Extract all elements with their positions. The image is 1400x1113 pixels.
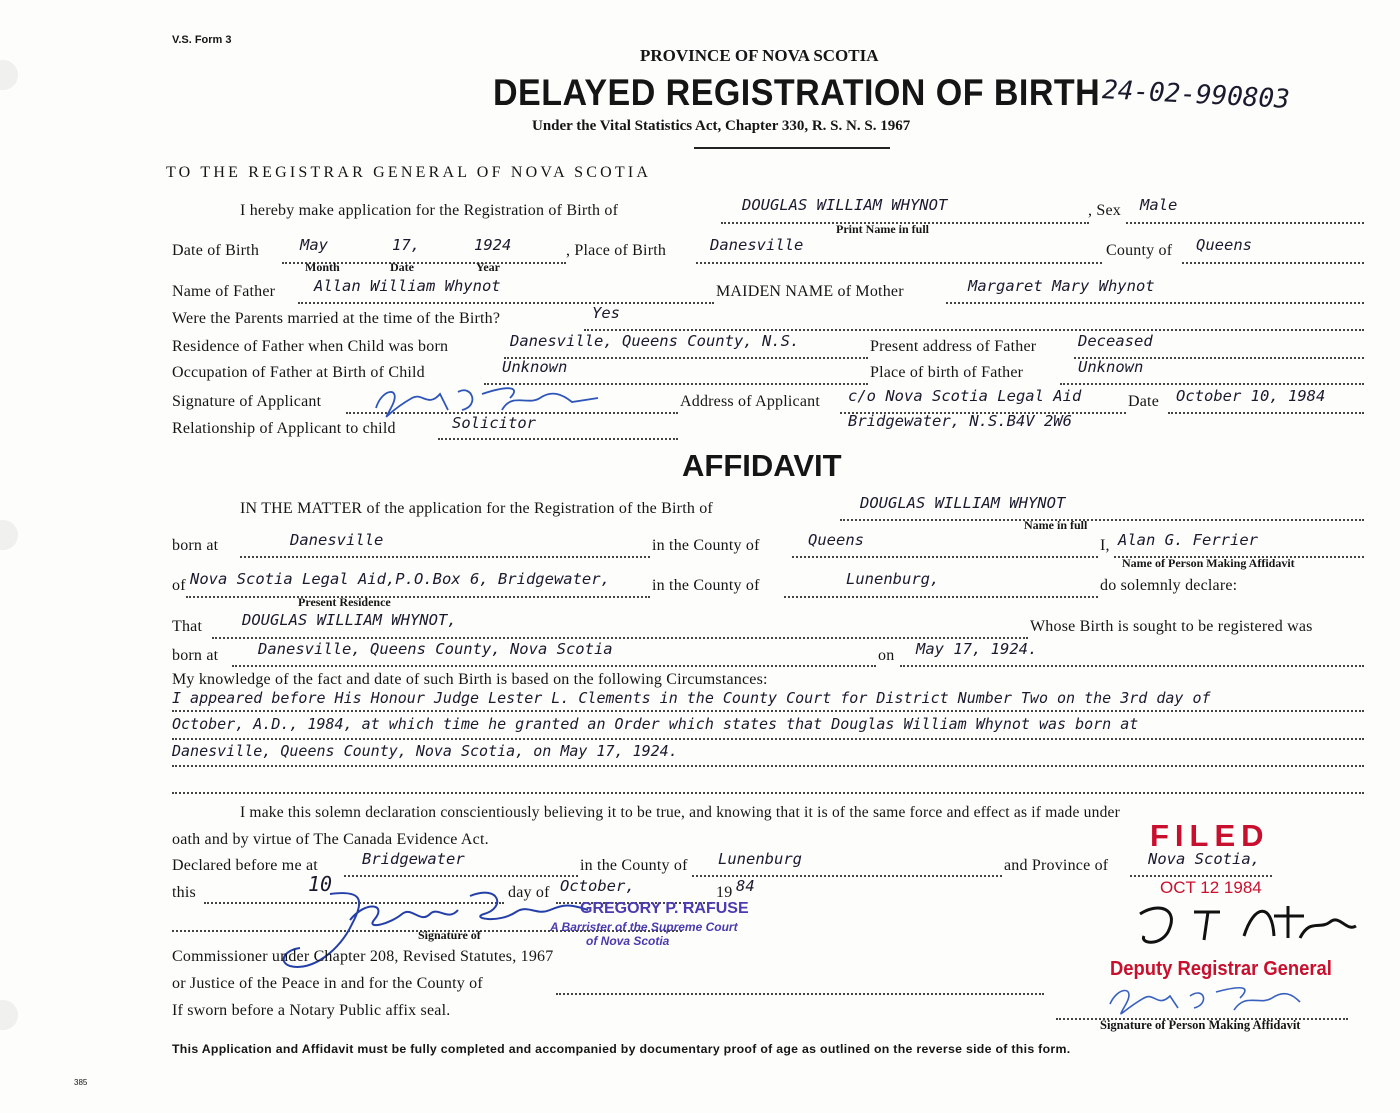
application-date: October 10, 1984 [1176, 387, 1326, 405]
mother-label: MAIDEN NAME of Mother [716, 283, 904, 300]
present-addr-value: Deceased [1078, 332, 1153, 350]
i-label: I, [1100, 537, 1110, 554]
deputy-registrar-stamp: Deputy Registrar General [1110, 958, 1332, 980]
circumstance-line [172, 710, 1364, 712]
born-at-line [240, 556, 650, 558]
punch-hole [0, 520, 18, 550]
county-line [1182, 262, 1364, 264]
in-county-line [792, 556, 1098, 558]
declared-province: Nova Scotia, [1148, 850, 1260, 868]
commissioner-line: Commissioner under Chapter 208, Revised Statutes, 1967 [172, 948, 554, 965]
circumstance-line [172, 765, 1364, 767]
knowledge-label: My knowledge of the fact and date of such Birth is based on the following Circumstances: [172, 671, 768, 688]
registration-number: 24-02-990803 [1101, 75, 1291, 115]
notary-line: If sworn before a Notary Public affix seal. [172, 1002, 451, 1019]
birth-place-line [232, 665, 876, 667]
day-of-label: day of [508, 884, 550, 901]
matter-line [840, 519, 1364, 521]
declared-province-line [1130, 875, 1272, 877]
relationship-label: Relationship of Applicant to child [172, 420, 396, 437]
punch-hole [0, 1000, 18, 1030]
residence-caption: Present Residence [298, 595, 391, 609]
application-intro: I hereby make application for the Registration of Birth of [240, 202, 619, 219]
pob-father-line [1060, 383, 1364, 385]
sex-value: Male [1140, 196, 1178, 214]
sex-line [1126, 222, 1364, 224]
year-caption: Year [476, 260, 500, 274]
declared-place-line [344, 875, 578, 877]
circumstance-line [172, 792, 1364, 794]
applicant-addr-label: Address of Applicant [680, 393, 820, 410]
filed-date-stamp: OCT 12 1984 [1160, 878, 1262, 897]
dob-day: 17, [392, 236, 420, 254]
footer-note: This Application and Affidavit must be fully completed and accompanied by documentary proof of age as outlined on the reverse side of this form. [172, 1042, 1071, 1056]
sex-label: , Sex [1088, 202, 1121, 219]
declared-county: Lunenburg [718, 850, 802, 868]
born-at-label: born at [172, 537, 219, 554]
that-line [212, 637, 1028, 639]
in-county-value: Queens [808, 531, 864, 549]
pob-line [696, 262, 1102, 264]
occupation-value: Unknown [502, 358, 568, 376]
year-suffix: 84 [736, 877, 755, 895]
residence-county: Lunenburg, [846, 570, 940, 588]
born-at-label-2: born at [172, 647, 219, 664]
applicant-addr-2: Bridgewater, N.S.B4V 2W6 [848, 412, 1072, 430]
declared-label: Declared before me at [172, 857, 318, 874]
relationship-value: Solicitor [452, 414, 536, 432]
justice-county-line [556, 993, 1044, 995]
born-at-value: Danesville [290, 531, 384, 549]
affidavit-heading: AFFIDAVIT [682, 448, 842, 483]
father-label: Name of Father [172, 283, 276, 300]
child-name: DOUGLAS WILLIAM WHYNOT [742, 196, 948, 214]
subtitle: Under the Vital Statistics Act, Chapter 330, R. S. N. S. 1967 [532, 118, 911, 134]
pob-father-label: Place of birth of Father [870, 364, 1024, 381]
circumstance-text: I appeared before His Honour Judge Lester L. Clements in the County Court for District Number Two on the 3rd day of [172, 689, 1211, 707]
commissioner-stamp-name: GREGORY P. RAFUSE [580, 900, 749, 917]
father-name: Allan William Whynot [314, 277, 501, 295]
birth-date: May 17, 1924. [916, 640, 1038, 658]
corner-code: 385 [74, 1078, 88, 1087]
on-label: on [878, 647, 895, 664]
deputy-registrar-signature [1124, 896, 1364, 956]
present-addr-label: Present address of Father [870, 338, 1037, 355]
sig-applicant-label: Signature of Applicant [172, 393, 322, 410]
residence-line [186, 596, 650, 598]
relationship-line [438, 438, 678, 440]
title-rule [694, 147, 890, 149]
of-label: of [172, 577, 186, 594]
day-number: 10 [308, 872, 333, 896]
page-title: DELAYED REGISTRATION OF BIRTH [493, 72, 1101, 113]
pob-father-value: Unknown [1078, 358, 1144, 376]
filed-stamp: FILED [1150, 818, 1270, 853]
circumstance-text: Danesville, Queens County, Nova Scotia, on May 17, 1924. [172, 742, 678, 760]
mother-line [946, 302, 1364, 304]
solemn-declaration-2: oath and by virtue of The Canada Evidence Act. [172, 831, 489, 848]
this-label: this [172, 884, 196, 901]
birth-place-full: Danesville, Queens County, Nova Scotia [258, 640, 613, 658]
in-county-label-2: in the County of [652, 577, 760, 594]
year-prefix: 19 [716, 884, 733, 901]
dob-label: Date of Birth [172, 242, 260, 259]
province-label: and Province of [1004, 857, 1109, 874]
deponent-caption: Name of Person Making Affidavit [1122, 556, 1295, 570]
date-caption: Date [390, 260, 414, 274]
deponent-name: Alan G. Ferrier [1118, 531, 1258, 549]
that-label: That [172, 618, 203, 635]
pob-value: Danesville [710, 236, 804, 254]
whose-birth-label: Whose Birth is sought to be registered was [1030, 618, 1313, 635]
matter-label: IN THE MATTER of the application for the Registration of the Birth of [240, 500, 713, 517]
that-name: DOUGLAS WILLIAM WHYNOT, [242, 611, 457, 629]
applicant-addr-1: c/o Nova Scotia Legal Aid [848, 387, 1082, 405]
print-name-caption: Print Name in full [836, 222, 929, 236]
married-line [584, 329, 1364, 331]
circumstance-text: October, A.D., 1984, at which time he granted an Order which states that Douglas William Whynot was born at [172, 715, 1139, 733]
solemn-declaration: I make this solemn declaration conscientiously believing it to be true, and knowing that it is of the same force and effect as if made under [240, 804, 1120, 821]
form-id: V.S. Form 3 [172, 34, 232, 46]
circumstance-line [172, 738, 1364, 740]
declared-place: Bridgewater [362, 850, 465, 868]
residence-county-line [784, 596, 1098, 598]
deponent-signature [1100, 980, 1320, 1020]
married-value: Yes [592, 304, 620, 322]
commissioner-stamp-title: A Barrister of the Supreme Court [550, 920, 738, 934]
declare-label: do solemnly declare: [1100, 577, 1238, 594]
county-value: Queens [1196, 236, 1252, 254]
dob-month: May [300, 236, 328, 254]
name-caption: Name in full [1024, 518, 1088, 532]
addressee: TO THE REGISTRAR GENERAL OF NOVA SCOTIA [166, 164, 652, 181]
dob-year: 1924 [474, 236, 512, 254]
pob-label: , Place of Birth [566, 242, 667, 259]
signature-of-caption: Signature of [418, 928, 481, 942]
date-label: Date [1128, 393, 1160, 410]
residence-value: Nova Scotia Legal Aid,P.O.Box 6, Bridgewater, [190, 570, 610, 588]
birth-date-line [900, 665, 1364, 667]
province-heading: PROVINCE OF NOVA SCOTIA [640, 46, 879, 65]
mother-name: Margaret Mary Whynot [968, 277, 1155, 295]
punch-hole [0, 60, 18, 90]
month-caption: Month [305, 260, 340, 274]
declared-county-label: in the County of [580, 857, 688, 874]
deponent-sig-caption: Signature of Person Making Affidavit [1100, 1018, 1301, 1032]
commissioner-stamp-title: of Nova Scotia [586, 934, 670, 948]
justice-line: or Justice of the Peace in and for the County of [172, 975, 483, 992]
married-label: Were the Parents married at the time of the Birth? [172, 310, 501, 327]
res-father-label: Residence of Father when Child was born [172, 338, 449, 355]
declared-month: October, [560, 877, 635, 895]
county-label: County of [1106, 242, 1173, 259]
affidavit-name: DOUGLAS WILLIAM WHYNOT [860, 494, 1066, 512]
in-county-label: in the County of [652, 537, 760, 554]
occupation-label: Occupation of Father at Birth of Child [172, 364, 425, 381]
father-line [298, 302, 714, 304]
date-line [1168, 412, 1364, 414]
res-father-value: Danesville, Queens County, N.S. [510, 332, 800, 350]
